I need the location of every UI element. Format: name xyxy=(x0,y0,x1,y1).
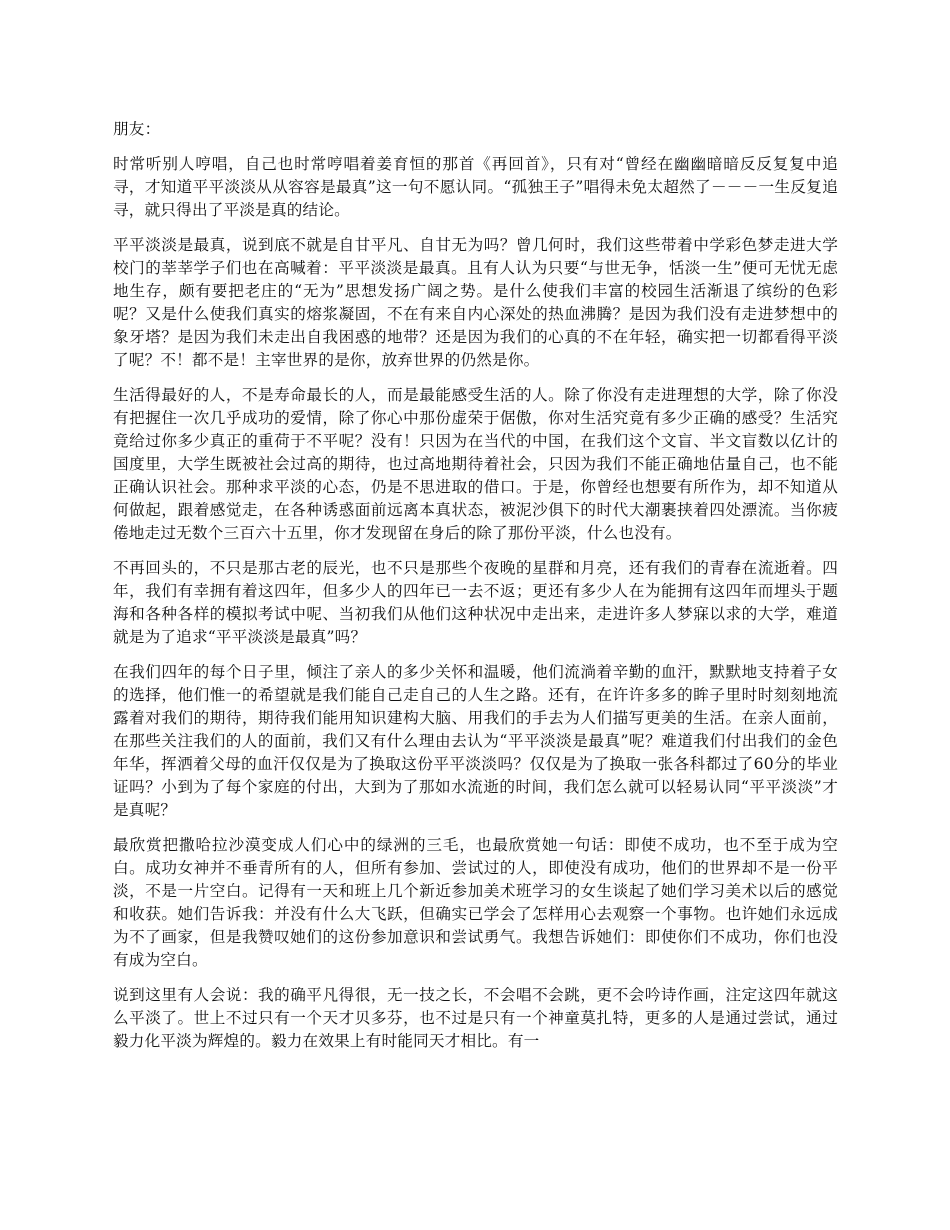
paragraph-5: 在我们四年的每个日子里，倾注了亲人的多少关怀和温暖，他们流淌着辛勤的血汗，默默地支持着子女的选择，他们惟一的希望就是我们能自己走自己的人生之路。还有，在许许多多的眸子里时时刻刻地流露着对我们的期待，期待我们能用知识建构大脑、用我们的手去为人们描写更美的生活。在亲人面前，在那些关注我们的人的面前，我们又有什么理由去认为“平平淡淡是最真”呢？难道我们付出我们的金色年华，挥洒着父母的血汗仅仅是为了换取这份平平淡淡吗？仅仅是为了换取一张各科都过了60分的毕业证吗？小到为了每个家庭的付出，大到为了那如水流逝的时间，我们怎么就可以轻易认同“平平淡淡”才是真呢？ xyxy=(113,663,838,819)
paragraph-6: 最欣赏把撒哈拉沙漠变成人们心中的绿洲的三毛，也最欣赏她一句话：即使不成功，也不至于成为空白。成功女神并不垂青所有的人，但所有参加、尝试过的人，即使没有成功，他们的世界却不是一份平淡，不是一片空白。记得有一天和班上几个新近参加美术班学习的女生谈起了她们学习美术以后的感觉和收获。她们告诉我：并没有什么大飞跃，但确实已学会了怎样用心去观察一个事物。也许她们永远成为不了画家，但是我赞叹她们的这份参加意识和尝试勇气。我想告诉她们：即使你们不成功，你们也没有成为空白。 xyxy=(113,836,838,969)
paragraph-2: 平平淡淡是最真，说到底不就是自甘平凡、自甘无为吗？曾几何时，我们这些带着中学彩色梦走进大学校门的莘莘学子们也在高喊着：平平淡淡是最真。且有人认为只要“与世无争，恬淡一生”便可无忧无虑地生存，颇有要把老庄的“无为”思想发扬广阔之势。是什么使我们丰富的校园生活渐退了缤纷的色彩呢？又是什么使我们真实的熔浆凝固，不在有来自内心深处的热血沸腾？是因为我们没有走进梦想中的象牙塔？是因为我们未走出自我困惑的地带？还是因为我们的心真的不在年轻，确实把一切都看得平淡了呢？不！都不是！主宰世界的是你，放弃世界的仍然是你。 xyxy=(113,236,838,369)
paragraph-7: 说到这里有人会说：我的确平凡得很，无一技之长，不会唱不会跳，更不会吟诗作画，注定这四年就这么平淡了。世上不过只有一个天才贝多芬，也不过是只有一个神童莫扎特，更多的人是通过尝试，通过毅力化平淡为辉煌的。毅力在效果上有时能同天才相比。有一 xyxy=(113,986,838,1050)
paragraph-3: 生活得最好的人，不是寿命最长的人，而是最能感受生活的人。除了你没有走进理想的大学，除了你没有把握住一次几乎成功的爱情，除了你心中那份虚荣于倨傲，你对生活究竟有多少正确的感受？生活究竟给过你多少真正的重荷于不平呢？没有！只因为在当代的中国，在我们这个文盲、半文盲数以亿计的国度里，大学生既被社会过高的期待，也过高地期待着社会，只因为我们不能正确地估量自己，也不能正确认识社会。那种求平淡的心态，仍是不思进取的借口。于是，你曾经也想要有所作为，却不知道从何做起，跟着感觉走，在各种诱惑面前远离本真状态，被泥沙俱下的时代大潮裹挟着四处漂流。当你疲倦地走过无数个三百六十五里，你才发现留在身后的除了那份平淡，什么也没有。 xyxy=(113,386,838,542)
paragraph-1: 时常听别人哼唱，自己也时常哼唱着姜育恒的那首《再回首》，只有对“曾经在幽幽暗暗反反复复中追寻，才知道平平淡淡从从容容是最真”这一句不愿认同。“孤独王子”唱得未免太超然了－－－一生反复追寻，就只得出了平淡是真的结论。 xyxy=(113,155,838,219)
paragraph-4: 不再回头的，不只是那古老的辰光，也不只是那些个夜晚的星群和月亮，还有我们的青春在流逝着。四年，我们有幸拥有着这四年，但多少人的四年已一去不返；更还有多少人在为能拥有这四年而埋头于题海和各种各样的模拟考试中呢、当初我们从他们这种状况中走出来，走进许多人梦寐以求的大学，难道就是为了追求“平平淡淡是最真”吗？ xyxy=(113,559,838,646)
salutation: 朋友： xyxy=(113,120,161,138)
document-body xyxy=(113,118,838,1065)
